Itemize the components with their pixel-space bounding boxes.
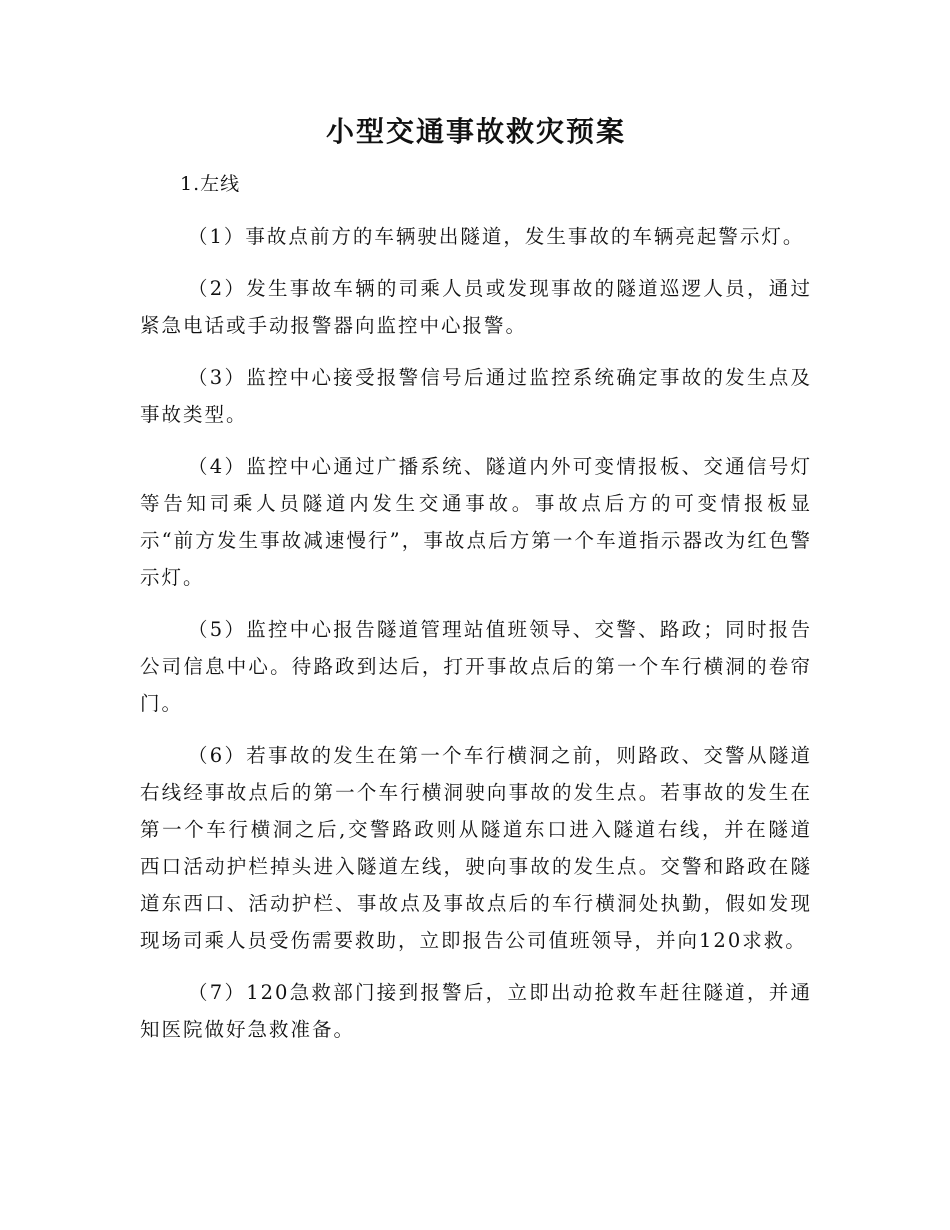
paragraph-1: （1）事故点前方的车辆驶出隧道，发生事故的车辆亮起警示灯。 <box>188 225 805 248</box>
paragraph-6: （6）若事故的发生在第一个车行横洞之前，则路政、交警从隧道右线经事故点后的第一个车行横洞驶向事故的发生点。若事故的发生在第一个车行横洞之后,交警路政则从隧道东口进入隧道右线，并在隧道西口活动护栏掉头进入隧道左线，驶向事故的发生点。交警和路政在隧道东西口、活动护栏、事故点及事故点后的车行横洞处执勤，假如发现现场司乘人员受伤需要救助，立即报告公司值班领导，并向120求救。 <box>140 744 812 952</box>
paragraph-7: （7）120急救部门接到报警后，立即出动抢救车赶往隧道，并通知医院做好急救准备。 <box>140 981 812 1041</box>
paragraph-5: （5）监控中心报告隧道管理站值班领导、交警、路政；同时报告公司信息中心。待路政到达后，打开事故点后的第一个车行横洞的卷帘门。 <box>140 618 812 715</box>
paragraph-4: （4）监控中心通过广播系统、隧道内外可变情报板、交通信号灯等告知司乘人员隧道内发生交通事故。事故点后方的可变情报板显示“前方发生事故减速慢行”，事故点后方第一个车道指示器改为红色警示灯。 <box>140 455 812 589</box>
paragraph-2: （2）发生事故车辆的司乘人员或发现事故的隧道巡逻人员，通过紧急电话或手动报警器向监控中心报警。 <box>140 277 812 337</box>
document-title: 小型交通事故救灾预案 <box>325 115 626 148</box>
section-heading: 1.左线 <box>180 173 241 195</box>
document-page <box>140 112 812 1063</box>
paragraph-3: （3）监控中心接受报警信号后通过监控系统确定事故的发生点及事故类型。 <box>140 366 812 426</box>
